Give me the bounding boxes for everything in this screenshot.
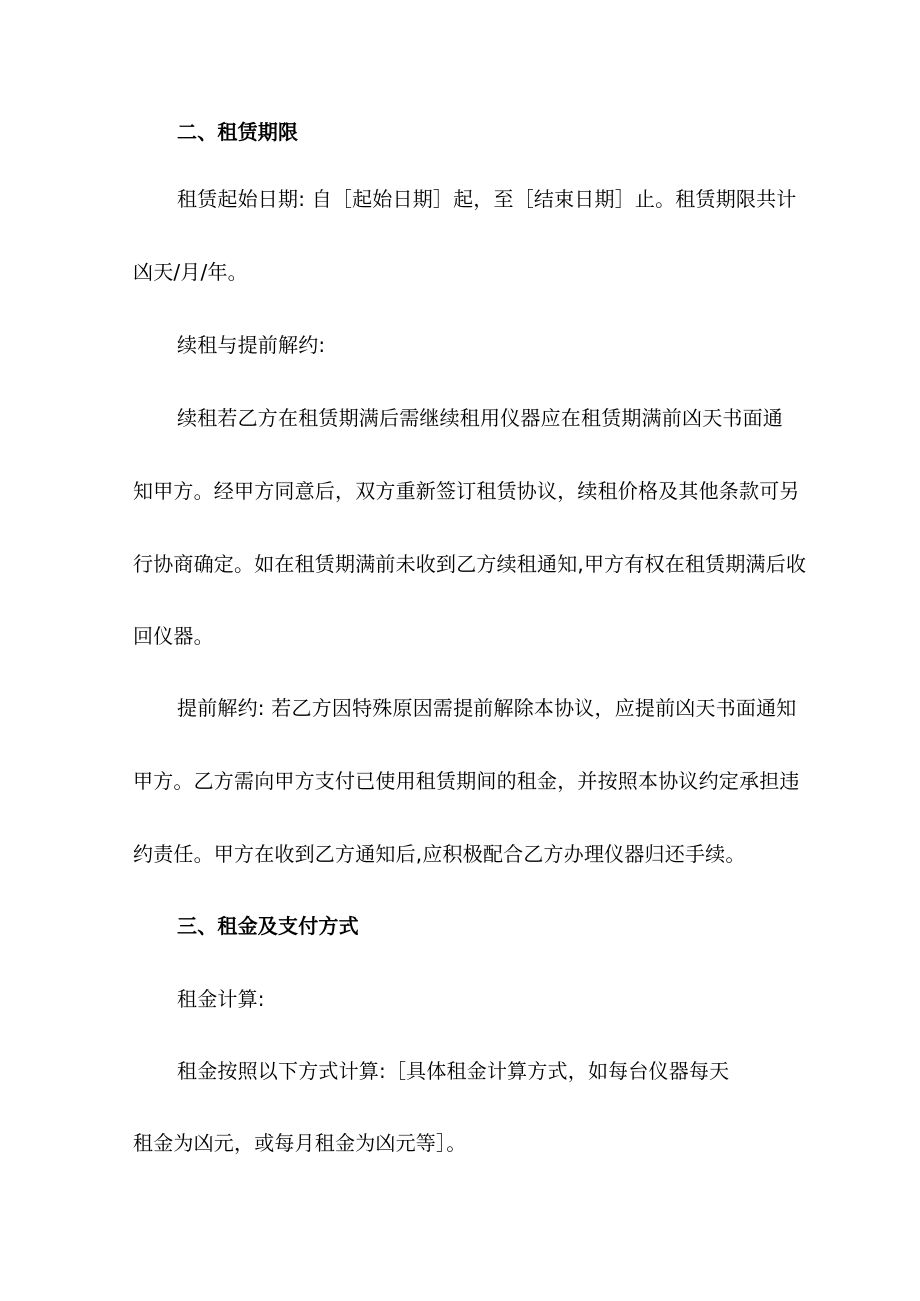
termination-line-2: 甲方。乙方需向甲方支付已使用租赁期间的租金，并按照本协议约定承担违 <box>133 769 800 793</box>
renewal-line-4: 回仪器。 <box>133 624 214 648</box>
section-2-heading: 二、租赁期限 <box>177 120 299 144</box>
rent-calc-title: 租金计算: <box>177 987 265 1011</box>
renewal-line-3: 行协商确定。如在租赁期满前未收到乙方续租通知,甲方有权在租赁期满后收 <box>133 552 807 576</box>
renewal-line-2: 知甲方。经甲方同意后，双方重新签订租赁协议，续租价格及其他条款可另 <box>133 479 800 503</box>
rent-calc-line-2: 租金为凶元，或每月租金为凶元等］。 <box>133 1131 467 1155</box>
lease-dates-line-1: 租赁起始日期: 自［起始日期］起，至［结束日期］止。租赁期限共计 <box>177 187 797 211</box>
rent-calc-line-1: 租金按照以下方式计算:［具体租金计算方式，如每台仪器每天 <box>177 1059 730 1083</box>
renewal-line-1: 续租若乙方在租赁期满后需继续租用仪器应在租赁期满前凶天书面通 <box>177 406 783 430</box>
section-3-heading: 三、租金及支付方式 <box>177 914 359 938</box>
renewal-title: 续租与提前解约: <box>177 333 326 357</box>
termination-line-3: 约责任。甲方在收到乙方通知后,应积极配合乙方办理仪器归还手续。 <box>133 842 746 866</box>
termination-line-1: 提前解约: 若乙方因特殊原因需提前解除本协议，应提前凶天书面通知 <box>177 696 797 720</box>
lease-dates-line-2: 凶天/月/年。 <box>133 260 248 284</box>
